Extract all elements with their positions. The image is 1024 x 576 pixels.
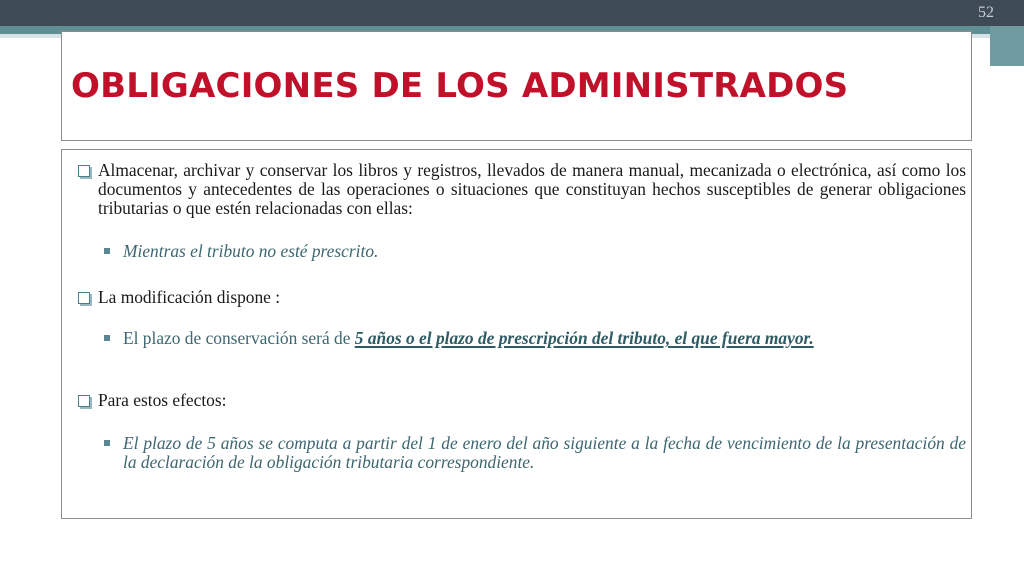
sub-list-item-text: El plazo de 5 años se computa a partir del 1 de enero del año siguiente a la fecha de vencimiento de la presentación de la declaración de la obligación tributaria correspondiente.	[123, 433, 966, 472]
list-item	[78, 288, 966, 307]
page-number: 52	[978, 4, 994, 21]
list-item-text: Para estos efectos:	[98, 390, 227, 410]
list-item	[78, 161, 966, 218]
checkbox-bullet-icon	[78, 165, 90, 177]
emphasis-text: 5 años o el plazo de prescripción del tributo, el que fuera mayor.	[354, 328, 814, 348]
sub-list-item	[104, 329, 966, 348]
square-bullet-icon	[104, 335, 110, 341]
sub-list-item-text: Mientras el tributo no esté prescrito.	[123, 241, 379, 261]
header-bar	[0, 0, 1024, 26]
side-accent-strip	[990, 26, 1024, 66]
square-bullet-icon	[104, 440, 110, 446]
square-bullet-icon	[104, 248, 110, 254]
list-item-text: Almacenar, archivar y conservar los libros y registros, llevados de manera manual, mecanizada o electrónica, así como los documentos y antecedentes de las operaciones o situaciones que constituyan hechos susceptibles de generar obligaciones tributarias o que estén relacionadas con ellas:	[98, 160, 966, 218]
sub-list-item-prefix: El plazo de conservación será de	[123, 328, 355, 348]
list-item-text: La modificación dispone :	[98, 287, 281, 307]
sub-list-item	[104, 434, 966, 472]
slide-title: OBLIGACIONES DE LOS ADMINISTRADOS	[71, 66, 849, 106]
checkbox-bullet-icon	[78, 292, 90, 304]
checkbox-bullet-icon	[78, 395, 90, 407]
sub-list-item	[104, 242, 966, 261]
list-item	[78, 391, 966, 410]
sub-list-item-text	[104, 329, 966, 348]
